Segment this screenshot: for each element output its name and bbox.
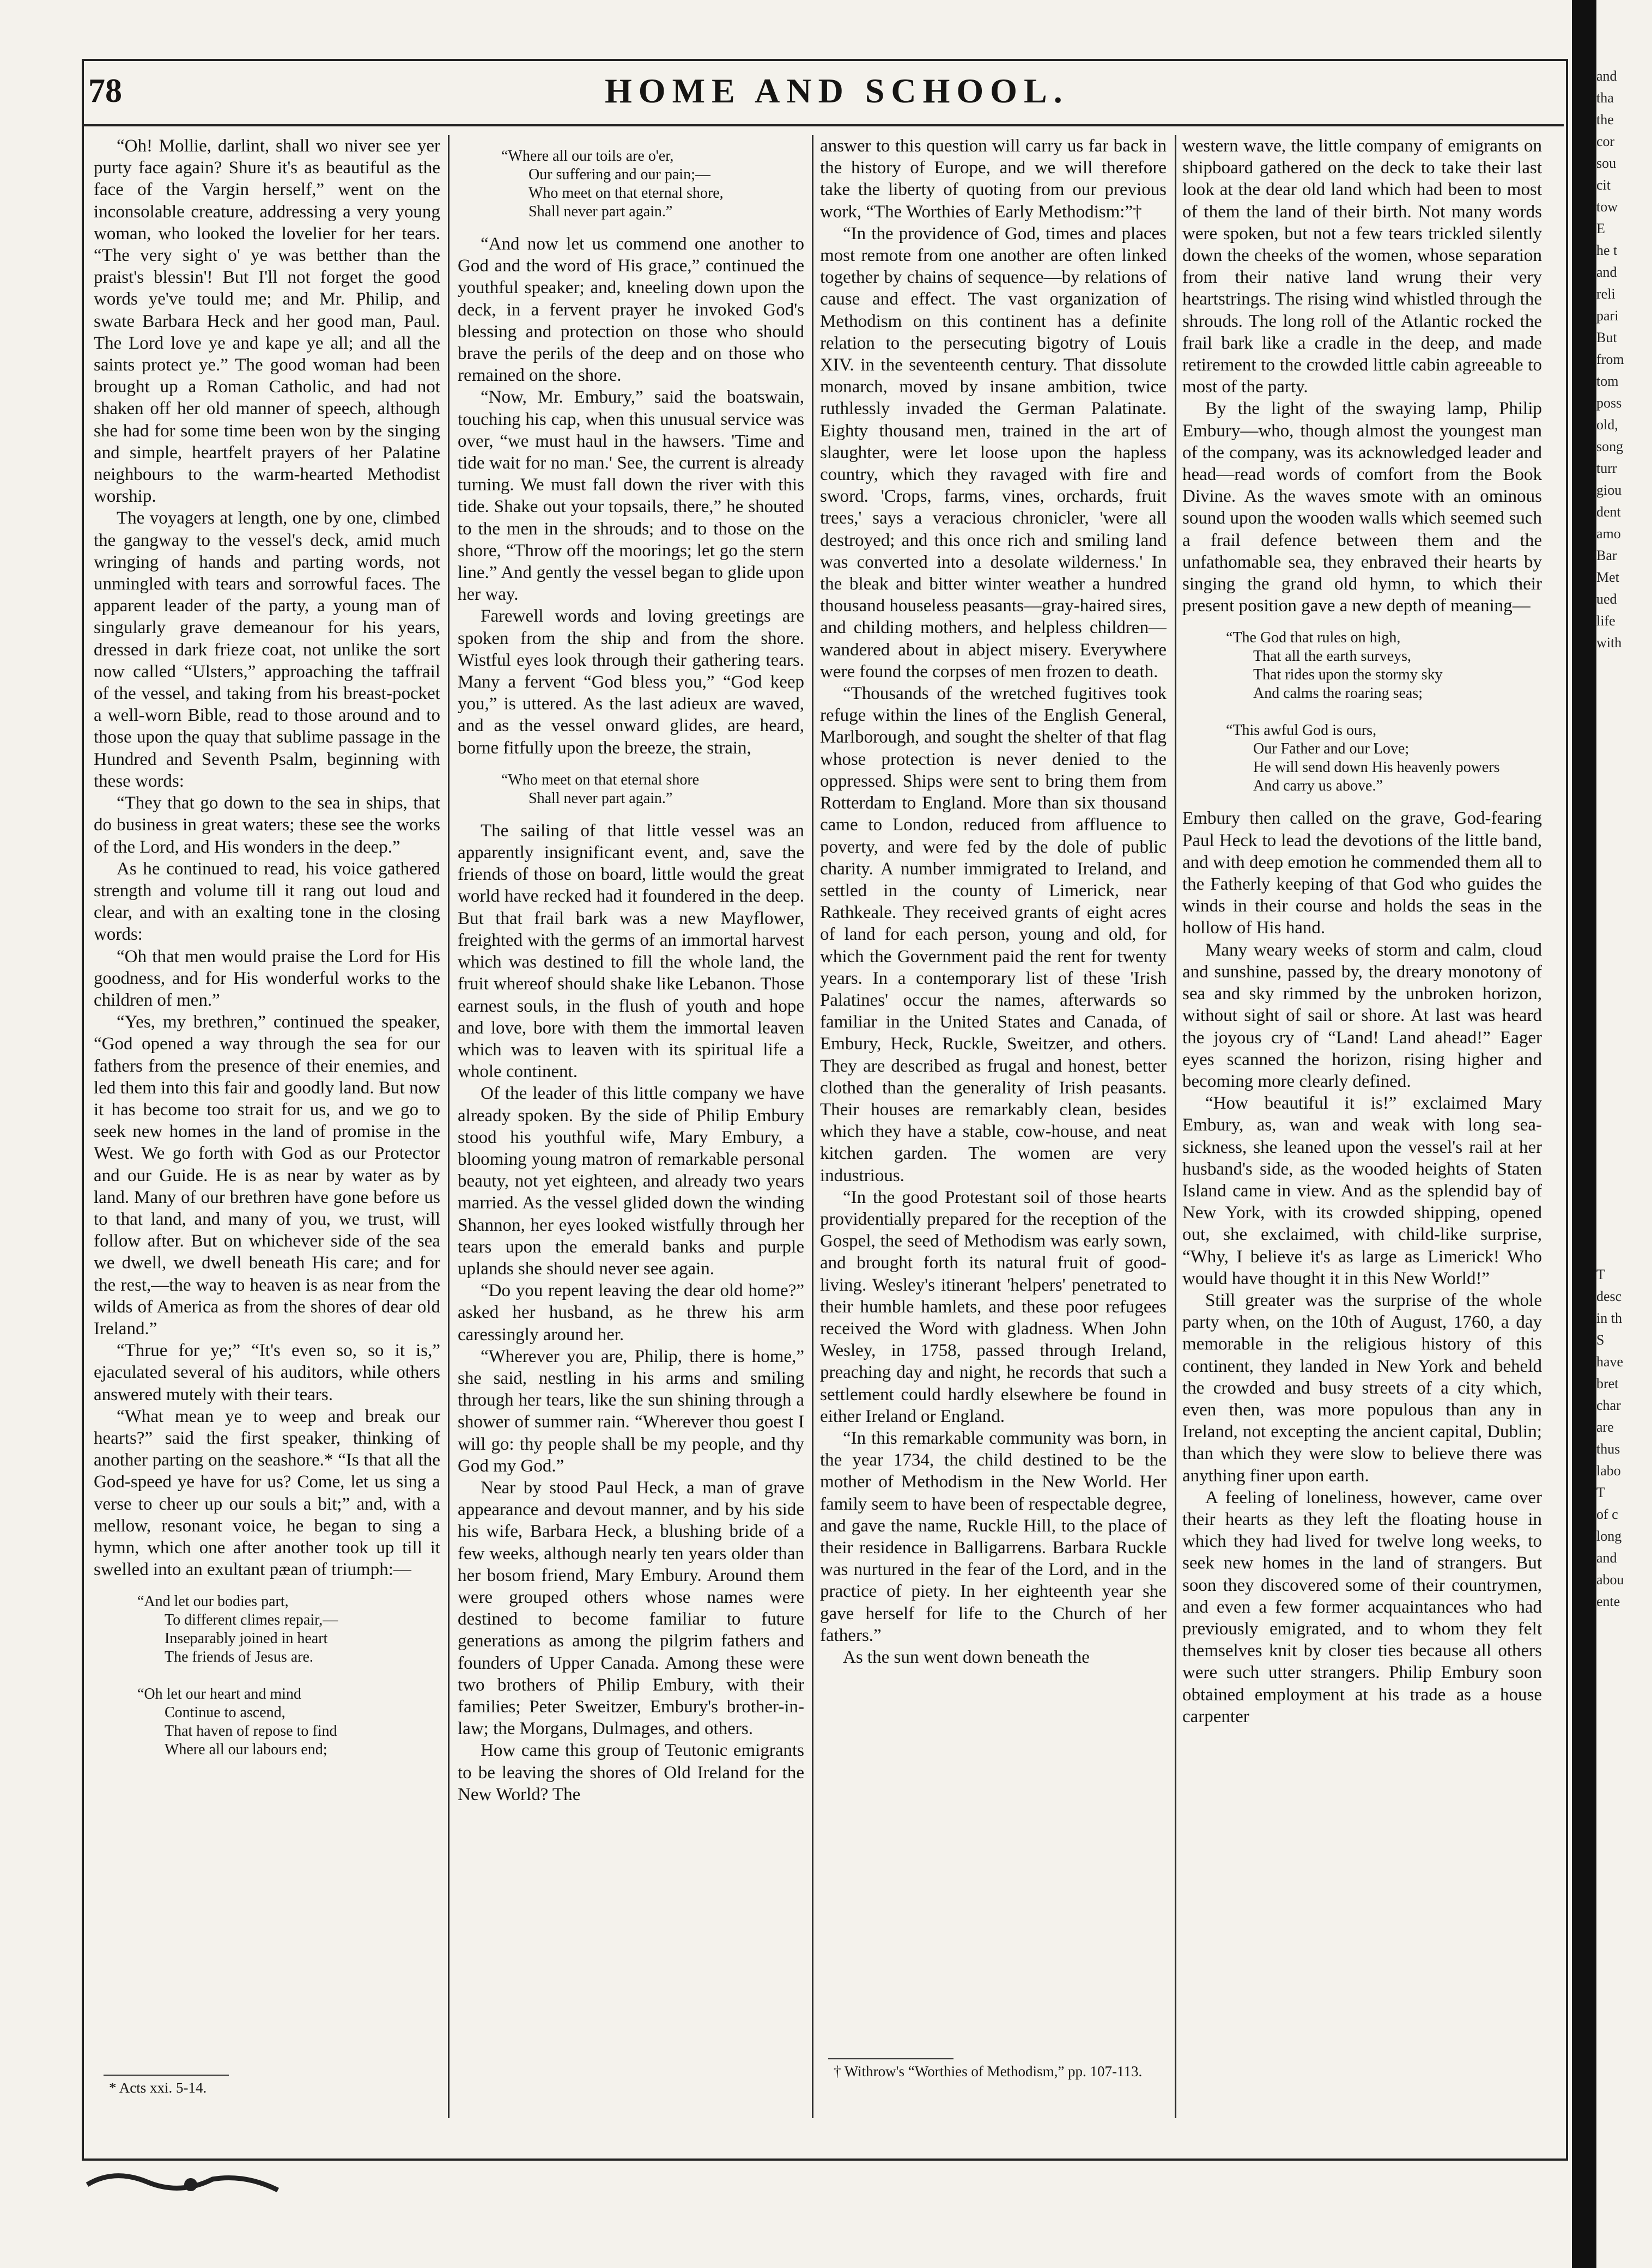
fragment-line: are [1596,1419,1614,1435]
fragment-line: pari [1596,308,1619,324]
fragment-line [1596,1024,1652,1046]
paragraph: “What mean ye to weep and break our hearts?” said the first speaker, thinking of another parting on the seashore.* “Is that all the God-speed ye have for us? Come, let us sing a verse to cheer up our souls a bit;” and, with a mellow, resonant voice, he began to sing a hymn, which one after another took up till it swelled into an exultant pæan of triumph:— [94,1406,440,1580]
fragment-line: in th [1596,1310,1622,1326]
paragraph: The sailing of that little vessel was an apparently insignificant event, and, save the friends of those on board, little would the great world have recked had it foundered in the deep. But that frail bark was a new Mayflower, freighted with the germs of an immortal harvest which was destined to fill the whole land, the fruit whereof should shake like Lebanon. Those earnest souls, in the flush of youth and hope and love, bore with them the immortal leaven which was to leaven with its spiritual life a whole continent. [458,820,804,1082]
verse-line: To different climes repair,— [165,1612,338,1629]
paragraph: western wave, the little company of emigrants on shipboard gathered on the deck to take their last look at the dear old land which had been to most of them the land of their birth. Not many words were spoken, but not a few tears trickled silently down the cheeks of the women, whose separation from their native land wrung their very heartstrings. The rising wind whistled through the shrouds. The long roll of the Atlantic rocked the frail bark like a cradle in the deep, and made retirement to the crowded little cabin agreeable to most of the party. [1182,136,1542,397]
fragment-line: reli [1596,286,1615,302]
paragraph: Still greater was the surprise of the whole party when, on the 10th of August, 1760, a day memorable in the religious history of this continent, they landed in New York and beheld the crowded and busy streets of a city which, even then, was more populous than any in Ireland, not excepting the ancient capital, Dublin; than which they were slow to believe there was anything finer upon earth. [1182,1290,1542,1486]
paragraph: “Thousands of the wretched fugitives took refuge within the lines of the English General, Marlborough, and sought the shelter of that flag whose protection is never denied to the oppressed. Ships were sent to bring them from Rotterdam to England. More than six thousand came to London, reduced from affluence to poverty, and were fed by the dole of public charity. A number immigrated to Ireland, and settled in the county of Limerick, near Rathkeale. They received grants of eight acres of land for each person, young and old, for which the Government paid the rent for twenty years. In a contemporary list of these 'Irish Palatines' occur the names, afterwards so familiar in the United States and Canada, of Embury, Heck, Ruckle, Sweitzer, and others. They are described as frugal and honest, better clothed than the generality of Irish peasants. Their houses are remarkably clean, besides which they have a stable, cow-house, and neat kitchen garden. The women are very industrious. [820,684,1167,1185]
verse-block [137,1592,440,1759]
verse-line: That rides upon the stormy sky [1253,666,1443,684]
verse-line: Where all our labours end; [165,1741,327,1759]
fragment-line: he t [1596,242,1618,258]
verse-line: That haven of repose to find [165,1723,337,1740]
column-1 [94,135,440,2118]
fragment-line: and [1596,1550,1617,1566]
paragraph: “Thrue for ye;” “It's even so, so it is,” ejaculated several of his auditors, while others answered mutely with their tears. [94,1341,440,1404]
fragment-line [1596,850,1652,872]
fragment-line [1596,937,1652,959]
running-head-title: HOME AND SCHOOL. [605,71,1069,110]
verse-line: And calms the roaring seas; [1253,685,1423,702]
paragraph: Embury then called on the grave, God-fearing Paul Heck to lead the devotions of the little band, and with deep emotion he commended them all to the Fatherly keeping of that God who guides the winds in their course and holds the seas in the hollow of His hand. [1182,808,1542,938]
fragment-line: tow [1596,199,1618,215]
paragraph: By the light of the swaying lamp, Philip Embury—who, though almost the youngest man of the company, was its acknowledged leader and head—read words of comfort from the Book Divine. As the waves smote with an ominous sound upon the wooden walls which seemed such a frail defence between them and the unfathomable sea, they enbraved their hearts by singing the grand old hymn, to which their present position gave a new depth of meaning— [1182,399,1542,616]
verse-line: And carry us above.” [1253,777,1383,795]
verse-line: “This awful God is ours, [1226,722,1377,739]
fragment-line: giou [1596,482,1622,498]
verse-line [1226,703,1542,721]
verse-line: “And let our bodies part, [137,1593,289,1610]
verse-line: “Who meet on that eternal shore [501,771,700,788]
paragraph: Of the leader of this little company we have already spoken. By the side of Philip Embury stood his youthful wife, Mary Embury, a blooming young matron of remarkable personal beauty, not yet eighteen, and already two years married. As the vessel glided down the winding Shannon, her eyes looked wistfully through her tears upon the emerald banks and purple uplands she should never see again. [458,1084,804,1279]
paragraph: “Oh! Mollie, darlint, shall wo niver see yer purty face again? Shure it's as beautiful as the face of the Vargin herself,” went on the inconsolable creature, addressing a very young woman, who looked the lovelier for her tears. “The very sight o' ye was betther than the praist's blessin'! But I'll not forget the good words ye've tould me; and Mr. Philip, and swate Barbara Heck and her good man, Paul. The Lord love ye and kape ye all; and all the saints protect ye.” The good woman had been brought up a Roman Catholic, and had not shaken off her old manner of speech, although she had for some time been won by the singing and simple, heartfelt prayers of her Palatine neighbours to the warm-hearted Methodist worship. [94,136,440,507]
paragraph: How came this group of Teutonic emigrants to be leaving the shores of Old Ireland for the New World? The [458,1741,804,1804]
fragment-line [1596,1199,1652,1220]
verse-line: That all the earth surveys, [1253,648,1412,665]
fragment-line [1596,654,1652,676]
verse-block [1226,629,1542,795]
verse-line: Inseparably joined in heart [165,1630,328,1647]
fragment-line: life [1596,613,1615,629]
fragment-line: dent [1596,504,1621,520]
footnote-rule [104,2075,229,2076]
fragment-line: S [1596,1332,1605,1348]
verse-line: Continue to ascend, [165,1704,286,1722]
fragment-line: long [1596,1528,1622,1544]
ink-smudge [82,2152,311,2201]
verse-line: The friends of Jesus are. [165,1649,313,1666]
fragment-line [1596,1111,1652,1133]
paragraph: “In the good Protestant soil of those hearts providentially prepared for the reception of the Gospel, the seed of Methodism was early sown, and brought forth its natural fruit of good-living. Wesley's itinerant 'helpers' penetrated to their humble hamlets, and these poor refugees received the Word with gladness. When John Wesley, in 1758, passed through Ireland, preaching day and night, he records that such a settlement could hardly elsewhere be found in either Ireland or England. [820,1187,1167,1426]
paragraph: The voyagers at length, one by one, climbed the gangway to the vessel's deck, amid much wringing of hands and parting words, not unmingled with tears and sorrowful faces. The apparent leader of the party, a young man of singularly grave demeanour for his years, dressed in dark frieze coat, not unlike the sort now called “Ulsters,” approaching the taffrail of the vessel, and taking from his breast-pocket a well-worn Bible, read to those around and to those upon the quay that sublime passage in the Hundred and Seventh Psalm, beginning with these words: [94,508,440,791]
verse-line: Who meet on that eternal shore, [529,185,724,202]
fragment-line [1596,697,1652,719]
fragment-line: ente [1596,1594,1620,1609]
paragraph: answer to this question will carry us far back in the history of Europe, and we will therefore take the liberty of quoting from our previous work, “The Worthies of Early Methodism:”† [820,136,1167,222]
fragment-line [1596,741,1652,763]
column-2 [458,135,804,2118]
fragment-line: E [1596,221,1605,236]
fragment-line: thus [1596,1441,1620,1457]
paragraph: “Wherever you are, Philip, there is home,” she said, nestling in his arms and smiling through her tears, like the sun shining through a shower of summer rain. “Wherever thou goest I will go: thy people shall be my people, and thy God my God.” [458,1346,804,1476]
fragment-line: ued [1596,591,1617,607]
footnote-rule [828,2058,953,2059]
fragment-line [1596,1068,1652,1090]
paragraph: “Now, Mr. Embury,” said the boatswain, touching his cap, when this unusual service was over, “we must haul in the hawsers. 'Time and tide wait for no man.' See, the current is already turning. We must fall down the river with this tide. Shake out your topsails, there,” he shouted to the men in the shrouds; and to those on the shore, “Throw off the moorings; let go the stern line.” And gently the vessel began to glide upon her way. [458,387,804,605]
fragment-line [1596,806,1652,828]
fragment-line: with [1596,635,1622,650]
header-rule [82,124,1564,126]
fragment-line [1596,959,1652,981]
verse-line [137,1667,440,1685]
paragraph: “How beautiful it is!” exclaimed Mary Embury, as, wan and weak with long sea-sickness, she leaned upon the vessel's rail at her husband's side, as the wooded heights of Staten Island came in view. And as the splendid bay of New York, with its crowded shipping, opened out, she exclaimed, with child-like surprise, “Why, I believe it's as large as Limerick! Who would have thought it in this New World!” [1182,1093,1542,1288]
paragraph: Many weary weeks of storm and calm, cloud and sunshine, passed by, the dreary monotony of sea and sky rimmed by the unbroken horizon, without sight of sail or shore. At last was heard the joyous cry of “Land! Land ahead!” Eager eyes scanned the horizon, rising higher and becoming more clearly defined. [1182,940,1542,1091]
column-4 [1182,135,1542,2118]
fragment-line: char [1596,1397,1621,1413]
fragment-line: abou [1596,1572,1624,1588]
verse-line: “Where all our toils are o'er, [501,148,674,165]
fragment-line: cit [1596,177,1611,193]
paragraph: “In this remarkable community was born, in the year 1734, the child destined to be the mother of Methodism in the New World. Her family seem to have been of respectable degree, and gave the name, Ruckle Hill, to the place of their residence in Balligarrens. Barbara Ruckle was nurtured in the fear of the Lord, and in the practice of piety. In her eighteenth year she gave herself for life to the Church of her fathers.” [820,1428,1167,1645]
fragment-line: of c [1596,1506,1618,1522]
column-divider [1175,135,1176,2118]
footnote-withrow: † Withrow's “Worthies of Methodism,” pp. 107-113. [834,2063,1143,2079]
verse-line: Our suffering and our pain;— [529,166,710,183]
paragraph: A feeling of loneliness, however, came over their hearts as they left the floating house in which they had lived for twelve long weeks, to seek new homes in the land of strangers. But soon they discovered some of their countrymen, and even a few former acquaintances who had previously emigrated, and to whom they felt themselves knit by closer ties because all others were such utter strangers. Philip Embury soon obtained employment at his trade as a house carpenter [1182,1487,1542,1726]
verse-line: Shall never part again.” [529,789,673,807]
fragment-line: have [1596,1354,1624,1370]
fragment-line: bret [1596,1376,1619,1391]
fragment-line [1596,981,1652,1002]
fragment-line: sou [1596,155,1617,171]
fragment-line: amo [1596,526,1621,542]
fragment-line [1596,1242,1652,1264]
column-3 [820,135,1167,2118]
fragment-line: from [1596,351,1624,367]
verse-line: He will send down His heavenly powers [1253,759,1500,776]
fragment-line [1596,1220,1652,1242]
fragment-line: poss [1596,395,1622,411]
fragment-line: But [1596,330,1617,345]
paragraph: “Yes, my brethren,” continued the speaker, “God opened a way through the sea for our fathers from the presence of their enemies, and led them into this fair and goodly land. But now it has become too strait for us, and we go to seek new homes in the land of promise in the West. We go forth with God as our Protector and our Guide. He is as near by water as by land. Many of our brethren have gone before us to that land, and many of you, we trust, will follow after. But on whichever side of the sea we dwell, we dwell beneath His care; and for the rest,—the way to heaven is as near from the wilds of America as from the shores of dear old Ireland.” [94,1012,440,1339]
paragraph: “Oh that men would praise the Lord for His goodness, and for His wonderful works to the children of men.” [94,946,440,1010]
footnote-acts: * Acts xxi. 5-14. [109,2079,207,2096]
binding-gutter [1572,0,1596,2268]
fragment-line [1596,719,1652,741]
fragment-line: Met [1596,569,1619,585]
adjacent-page-fragment [1596,65,1652,2190]
fragment-line: cor [1596,133,1615,149]
paragraph: “They that go down to the sea in ships, that do business in great waters; these see the works of the Lord, and His wonders in the deep.” [94,793,440,857]
fragment-line [1596,1133,1652,1155]
paragraph: “Do you repent leaving the dear old home?” asked her husband, as he threw his arm caressingly around her. [458,1281,804,1345]
fragment-line: T [1596,1485,1605,1500]
paragraph: “In the providence of God, times and places most remote from one another are often linked together by chains of sequence—by relations of cause and effect. The vast organization of Methodism on this continent has a definite relation to the persecuting bigotry of Louis XIV. in the seventeenth century. That dissolute monarch, moved by insane ambition, twice ruthlessly invaded the German Palatinate. Eighty thousand men, trained in the art of slaughter, were let loose upon the hapless country, which they ravaged with fire and sword. 'Crops, farms, vines, orchards, fruit trees,' says a veracious chronicler, 'were all destroyed; and this once rich and smiling land was converted into a desolate wilderness.' In the bleak and bitter winter weather a hundred thousand houseless peasants—gray-haired sires, and childing mothers, and helpless children—wandered about in abject misery. Everywhere were found the corpses of men frozen to death. [820,223,1167,682]
fragment-line: song [1596,439,1624,454]
fragment-line [1596,1155,1652,1177]
fragment-line: T [1596,1267,1605,1282]
fragment-line [1596,915,1652,937]
verse-line: Shall never part again.” [529,203,673,220]
fragment-line: and [1596,68,1617,84]
fragment-line [1596,1177,1652,1199]
paragraph: As he continued to read, his voice gathered strength and volume till it rang out loud and clear, and with an exalting tone in the closing words: [94,859,440,945]
fragment-line: tom [1596,373,1619,389]
fragment-line: Bar [1596,548,1617,563]
fragment-line: the [1596,112,1614,127]
column-divider [812,135,813,2118]
fragment-line: desc [1596,1288,1622,1304]
fragment-line [1596,1046,1652,1068]
paragraph: Near by stood Paul Heck, a man of grave appearance and devout manner, and by his side his wife, Barbara Heck, a blushing bride of a few weeks, although nearly ten years older than her bosom friend, Mary Embury. Around them were grouped others whose names were destined to become familiar to future generations as among the pilgrim fathers and founders of Upper Canada. Among these were two brothers of Philip Embury, with their families; Peter Sweitzer, Embury's brother-in-law; the Morgans, Dulmages, and others. [458,1477,804,1739]
fragment-line: old, [1596,417,1618,433]
paragraph: As the sun went down beneath the [843,1647,1090,1668]
paragraph: “And now let us commend one another to God and the word of His grace,” continued the youthful speaker; and, kneeling down upon the deck, in a fervent prayer he invoked God's blessing and protection on those who should brave the perils of the deep and on those who remained on the shore. [458,234,804,386]
fragment-line [1596,1002,1652,1024]
verse-line: “Oh let our heart and mind [137,1686,301,1703]
fragment-line [1596,785,1652,806]
verse-line: Our Father and our Love; [1253,740,1410,758]
fragment-line [1596,893,1652,915]
verse-block [501,147,804,221]
fragment-line: and [1596,264,1617,280]
verse-block [501,771,804,808]
paragraph: Farewell words and loving greetings are spoken from the ship and from the shore. Wistful eyes look through their gathering tears. Many a fervent “God bless you,” “God keep you,” is uttered. As the last adieux are waved, and as the vessel onward glides, are heard, borne fitfully upon the breeze, the strain, [458,606,804,758]
fragment-line: labo [1596,1463,1621,1479]
fragment-line [1596,676,1652,697]
fragment-line [1596,872,1652,893]
fragment-line [1596,828,1652,850]
fragment-line: tha [1596,90,1614,106]
fragment-line [1596,763,1652,785]
verse-line: “The God that rules on high, [1226,629,1401,647]
fragment-line [1596,1090,1652,1111]
column-divider [448,135,450,2118]
page-number: 78 [88,72,122,110]
fragment-line: turr [1596,460,1617,476]
